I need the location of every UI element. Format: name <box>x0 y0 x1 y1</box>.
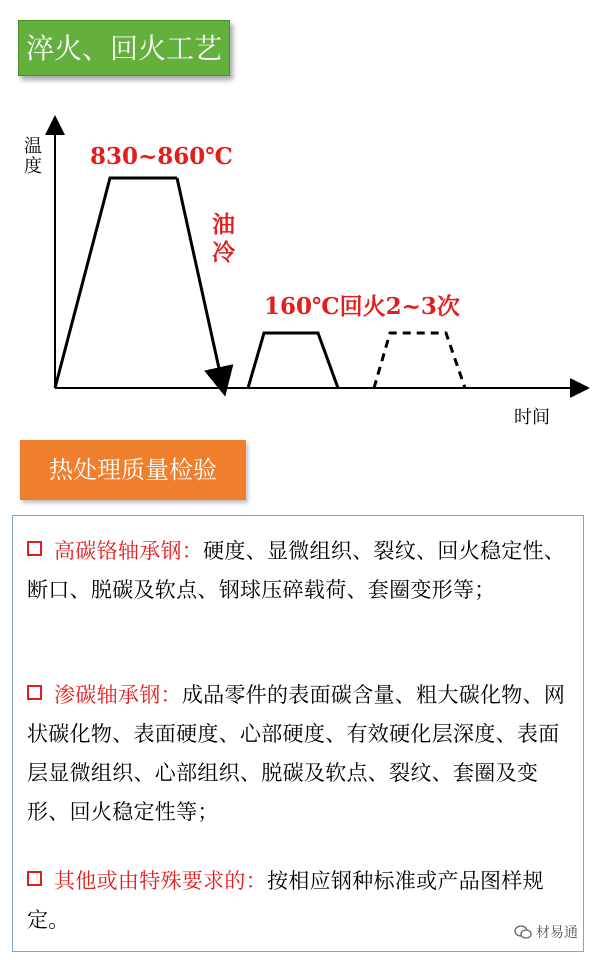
temper-label: 160℃回火2~3次 <box>264 293 460 320</box>
quench-temp-label: 830~860℃ <box>90 143 233 170</box>
temper-curve-1 <box>248 333 338 388</box>
square-bullet-icon <box>27 541 42 556</box>
item-text: 成品零件的表面碳含量、粗大碳化物、网状碳化物、表面硬度、心部硬度、有效硬化层深度、表面层显微组织、心部组织、脱碳及软点、裂纹、套圈及变形、回火稳定性等； <box>27 683 566 824</box>
temper-curve-repeat <box>374 333 465 388</box>
inspection-panel <box>12 515 584 952</box>
process-title: 淬火、回火工艺 <box>18 20 230 76</box>
item-text: 按相应钢种标准或产品图样规定。 <box>27 869 544 932</box>
list-item-other <box>27 862 567 940</box>
quench-curve <box>55 178 177 388</box>
oil-cooling-label-char-1: 油 <box>212 211 235 238</box>
square-bullet-icon <box>27 871 42 886</box>
wechat-icon <box>514 925 532 939</box>
heat-treatment-diagram <box>0 90 600 430</box>
item-lead: 高碳铬轴承钢： <box>54 539 204 563</box>
y-axis-label-char-1: 温 <box>24 136 42 157</box>
list-item-carburized <box>27 676 567 832</box>
quality-inspection-heading: 热处理质量检验 <box>20 440 246 500</box>
item-lead: 渗碳轴承钢： <box>54 683 182 707</box>
watermark <box>514 922 578 942</box>
y-axis-label-char-2: 度 <box>24 156 42 177</box>
list-item-high-carbon <box>27 532 567 610</box>
item-lead: 其他或由特殊要求的： <box>54 869 267 893</box>
x-axis-label: 时间 <box>514 407 550 428</box>
oil-cooling-curve <box>177 178 222 382</box>
square-bullet-icon <box>27 685 42 700</box>
watermark-text: 材易通 <box>536 925 578 941</box>
oil-cooling-label-char-2: 冷 <box>212 239 235 266</box>
item-text: 硬度、显微组织、裂纹、回火稳定性、断口、脱碳及软点、钢球压碎载荷、套圈变形等； <box>27 539 566 602</box>
